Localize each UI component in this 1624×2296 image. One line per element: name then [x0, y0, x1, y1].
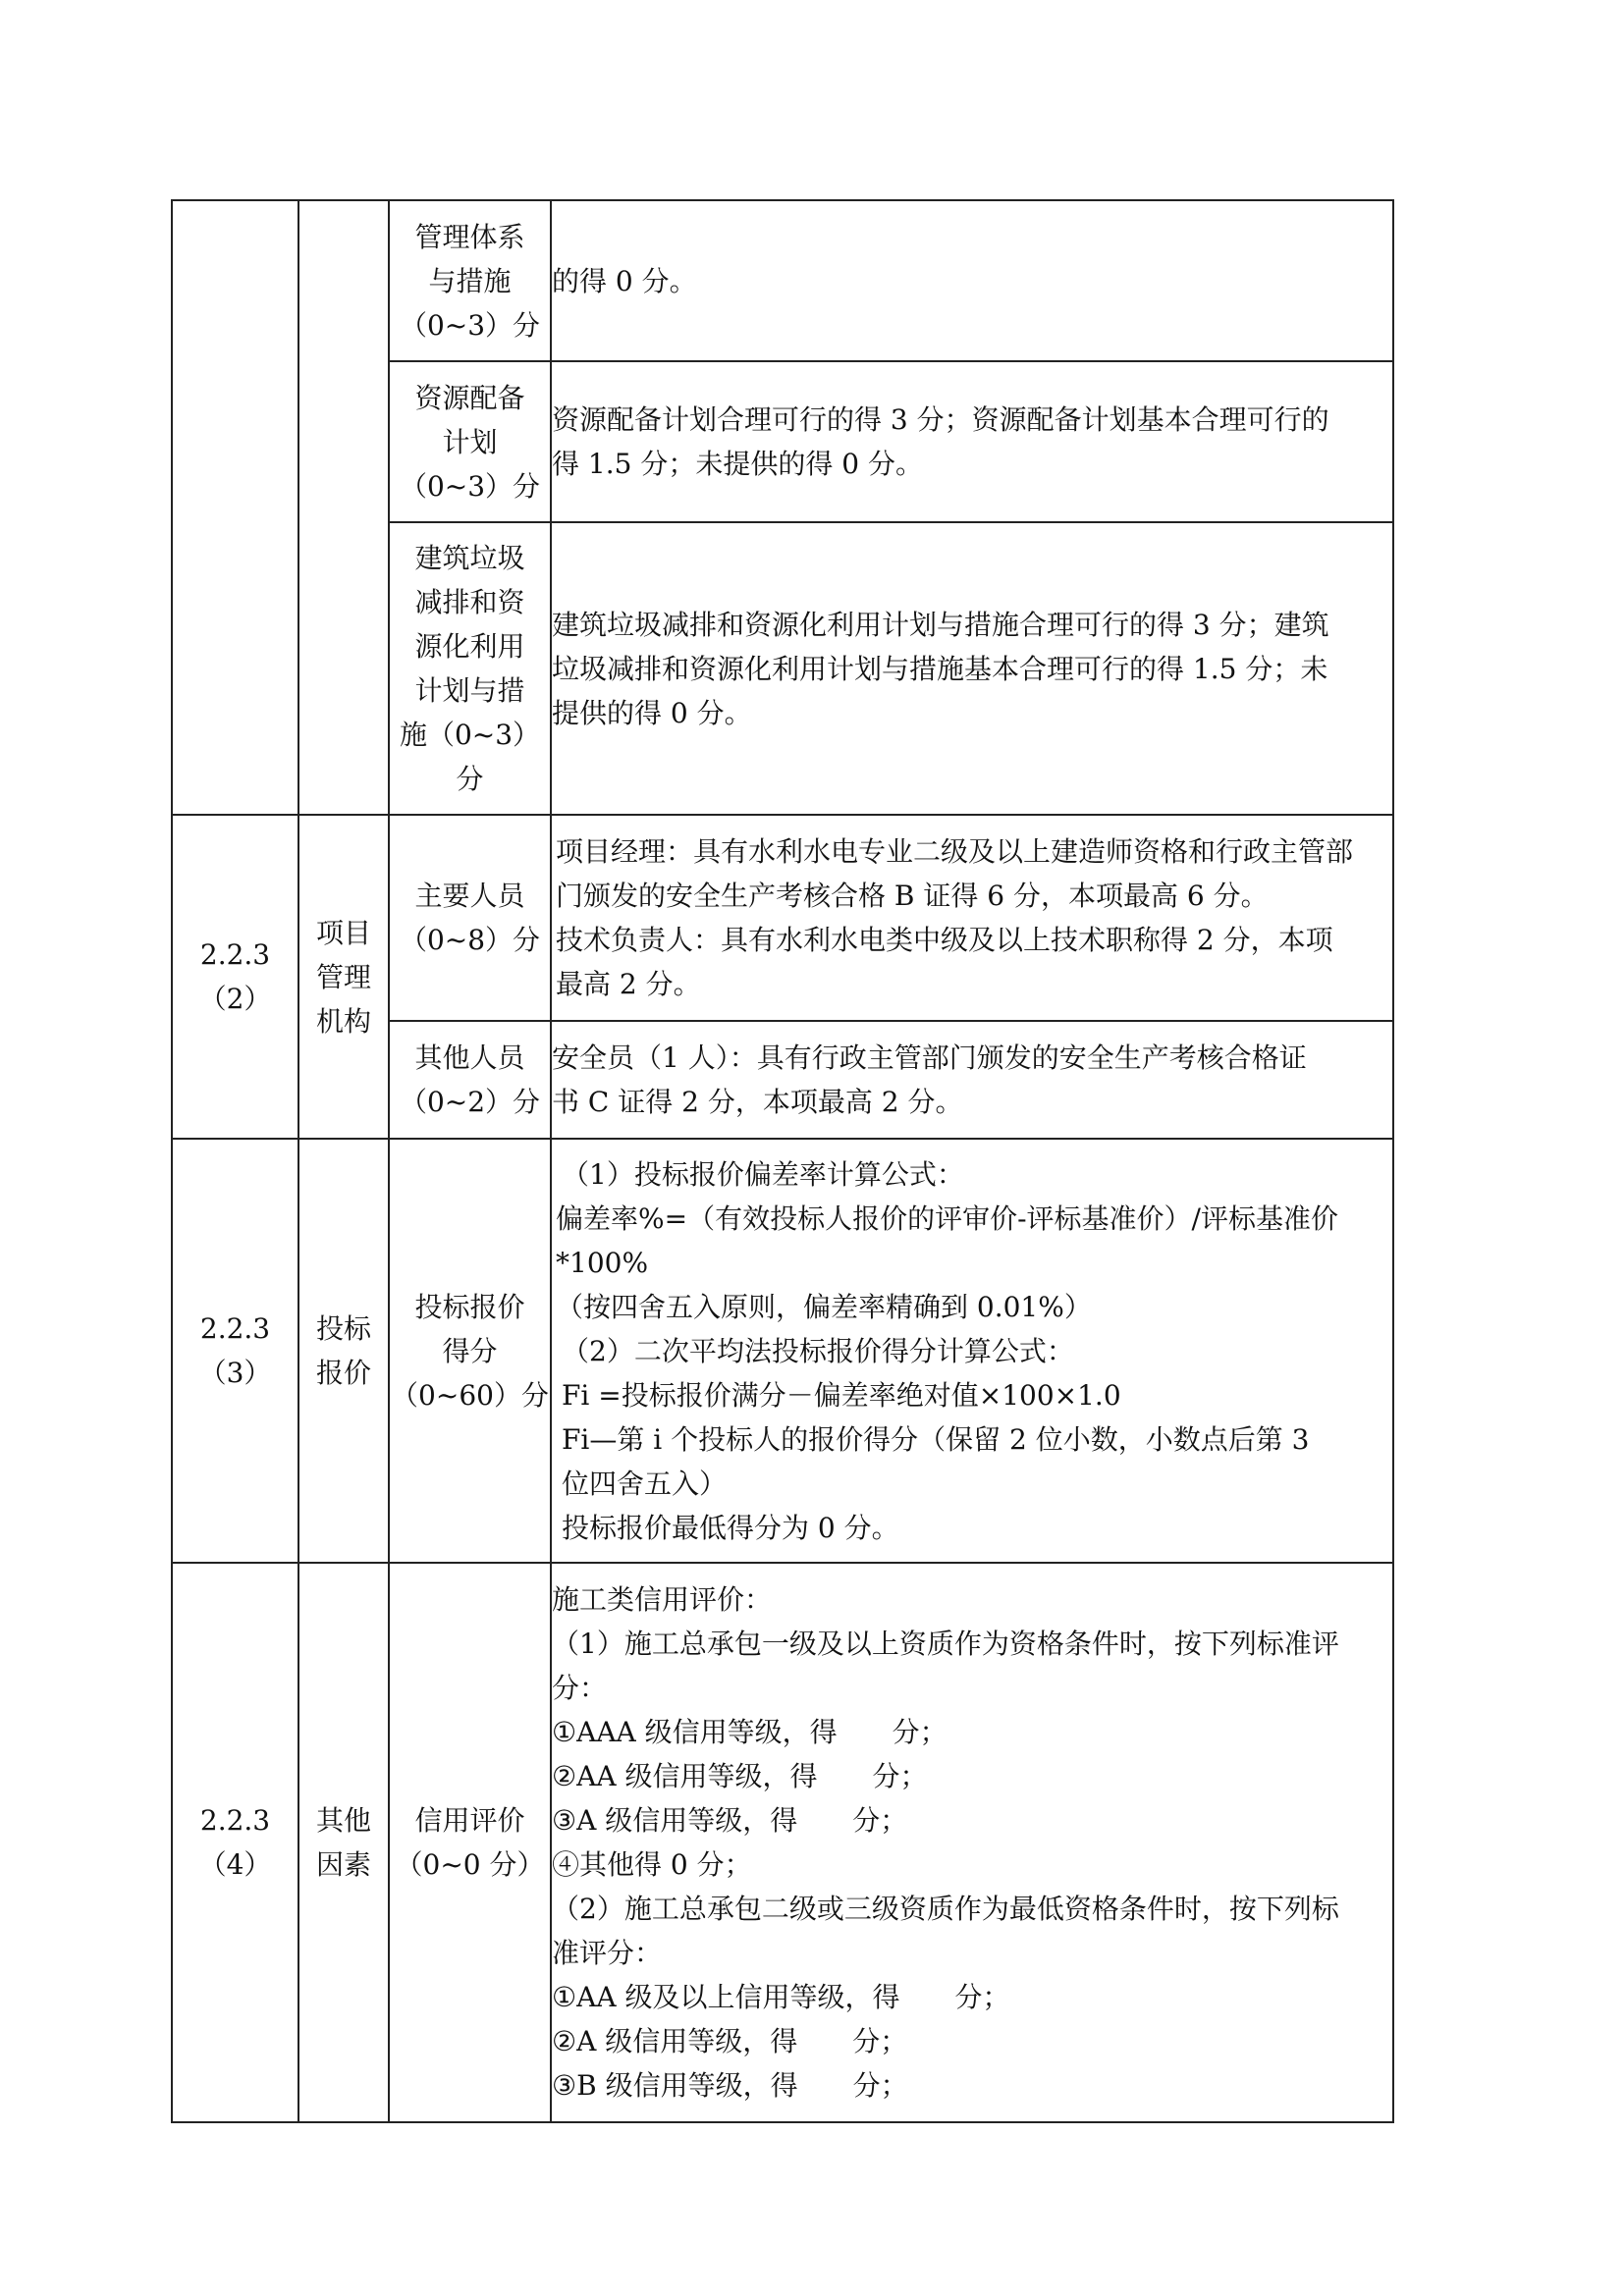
section-number: 2.2.3 — [199, 1312, 271, 1345]
standard-cell — [551, 522, 1393, 815]
standard-line: 安全员（1 人）：具有行政主管部门颁发的安全生产考核合格证 — [552, 1041, 1307, 1074]
factor-cell — [298, 1139, 389, 1563]
standard-line: 门颁发的安全生产考核合格 B 证得 6 分，本项最高 6 分。 — [556, 880, 1269, 912]
criterion-line: （0~60）分 — [391, 1378, 549, 1412]
standard-line: ②AA 级信用等级，得 分； — [552, 1760, 928, 1792]
section-subnumber: （2） — [198, 983, 272, 1015]
criterion-cell — [389, 200, 551, 361]
standard-cell — [551, 361, 1393, 522]
criterion-line: （0~3）分 — [399, 308, 541, 342]
criterion-cell — [389, 815, 551, 1021]
standard-line: 施工类信用评价： — [552, 1583, 773, 1616]
standard-line: 最高 2 分。 — [556, 968, 701, 1000]
criterion-line: （0~2）分 — [399, 1086, 541, 1118]
standard-line: 准评分： — [552, 1937, 663, 1969]
standard-line: ①AAA 级信用等级，得 分； — [552, 1716, 947, 1748]
scoring-table — [171, 199, 1394, 2123]
criterion-line: 与措施 — [428, 264, 512, 297]
section-subnumber: （3） — [198, 1357, 272, 1389]
standard-line: （2）二次平均法投标报价得分计算公式： — [562, 1334, 1074, 1367]
criterion-line: 计划与措 — [414, 674, 525, 707]
criterion-line: 主要人员 — [414, 880, 525, 912]
section-number-cell — [172, 1139, 298, 1563]
criterion-line: 建筑垃圾 — [414, 542, 525, 574]
criterion-cell — [389, 1021, 551, 1139]
section-number: 2.2.3 — [199, 938, 271, 971]
table-row — [172, 1563, 1393, 2122]
criterion-line: 其他人员 — [414, 1041, 525, 1074]
standard-line: 偏差率%=（有效投标人报价的评审价-评标基准价）/评标基准价 — [556, 1201, 1338, 1235]
standard-cell — [551, 200, 1393, 361]
standard-line: 分： — [552, 1672, 608, 1704]
criterion-cell — [389, 1139, 551, 1563]
section-subnumber: （4） — [198, 1848, 272, 1881]
standard-line: 位四舍五入） — [562, 1467, 728, 1500]
factor-line: 项目 — [315, 916, 371, 949]
standard-line: 资源配备计划合理可行的得 3 分；资源配备计划基本合理可行的 — [552, 403, 1329, 436]
factor-line: 其他 — [315, 1804, 371, 1837]
standard-line: ③B 级信用等级，得 分； — [552, 2069, 908, 2102]
standard-line: 书 C 证得 2 分，本项最高 2 分。 — [552, 1086, 963, 1118]
criterion-line: （0~3）分 — [399, 469, 541, 503]
standard-line: 得 1.5 分；未提供的得 0 分。 — [552, 448, 923, 480]
standard-line: （1）施工总承包一级及以上资质作为资格条件时，按下列标准评 — [552, 1628, 1339, 1660]
standard-line: *100% — [556, 1246, 649, 1279]
standard-line: 提供的得 0 分。 — [552, 696, 752, 729]
factor-line: 报价 — [315, 1357, 371, 1389]
criterion-cell — [389, 522, 551, 815]
section-number: 2.2.3 — [199, 1804, 271, 1837]
standard-line: 项目经理：具有水利水电专业二级及以上建造师资格和行政主管部 — [556, 835, 1354, 868]
standard-line: （按四舍五入原则，偏差率精确到 0.01%） — [556, 1290, 1092, 1323]
criterion-line: （0~0 分） — [395, 1848, 545, 1881]
criterion-line: 得分 — [442, 1334, 498, 1367]
criterion-line: 资源配备 — [414, 381, 525, 414]
standard-line: ③A 级信用等级，得 分； — [552, 1804, 908, 1837]
standard-line: Fi =投标报价满分－偏差率绝对值×100×1.0 — [562, 1378, 1121, 1412]
standard-cell — [551, 1021, 1393, 1139]
standard-line: （1）投标报价偏差率计算公式： — [562, 1157, 964, 1191]
standard-cell — [551, 1139, 1393, 1563]
standard-line: 投标报价最低得分为 0 分。 — [562, 1511, 899, 1544]
factor-cell — [298, 815, 389, 1139]
standard-line: ②A 级信用等级，得 分； — [552, 2025, 908, 2057]
section-number-cell — [172, 1563, 298, 2122]
factor-cell — [298, 1563, 389, 2122]
standard-line: ④其他得 0 分； — [552, 1848, 752, 1881]
standard-line: 建筑垃圾减排和资源化利用计划与措施合理可行的得 3 分；建筑 — [552, 608, 1329, 641]
criterion-cell — [389, 1563, 551, 2122]
factor-line: 机构 — [315, 1004, 371, 1038]
criterion-line: 分 — [456, 763, 484, 795]
criterion-line: 计划 — [442, 425, 498, 458]
factor-cell — [298, 200, 389, 815]
criterion-line: 信用评价 — [414, 1804, 525, 1837]
standard-line: 垃圾减排和资源化利用计划与措施基本合理可行的得 1.5 分；未 — [552, 652, 1328, 685]
factor-line: 因素 — [315, 1848, 371, 1881]
factor-line: 投标 — [315, 1312, 371, 1345]
section-number-cell — [172, 200, 298, 815]
standard-cell — [551, 815, 1393, 1021]
criterion-line: （0~8）分 — [399, 924, 541, 956]
standard-cell — [551, 1563, 1393, 2122]
standard-line: ①AA 级及以上信用等级，得 分； — [552, 1981, 1010, 2013]
criterion-line: 施（0~3） — [399, 719, 541, 751]
table-row — [172, 1139, 1393, 1563]
standard-line: 技术负责人：具有水利水电类中级及以上技术职称得 2 分，本项 — [556, 924, 1333, 956]
standard-line: Fi—第 i 个投标人的报价得分（保留 2 位小数，小数点后第 3 — [562, 1422, 1310, 1456]
criterion-line: 减排和资 — [414, 586, 525, 618]
table-row — [172, 200, 1393, 361]
standard-line: （2）施工总承包二级或三级资质作为最低资格条件时，按下列标 — [552, 1893, 1339, 1925]
criterion-line: 源化利用 — [414, 630, 525, 663]
criterion-cell — [389, 361, 551, 522]
table-row — [172, 815, 1393, 1021]
standard-line: 的得 0 分。 — [552, 264, 697, 297]
factor-line: 管理 — [315, 960, 371, 993]
section-number-cell — [172, 815, 298, 1139]
criterion-line: 管理体系 — [414, 220, 525, 253]
criterion-line: 投标报价 — [414, 1290, 525, 1323]
